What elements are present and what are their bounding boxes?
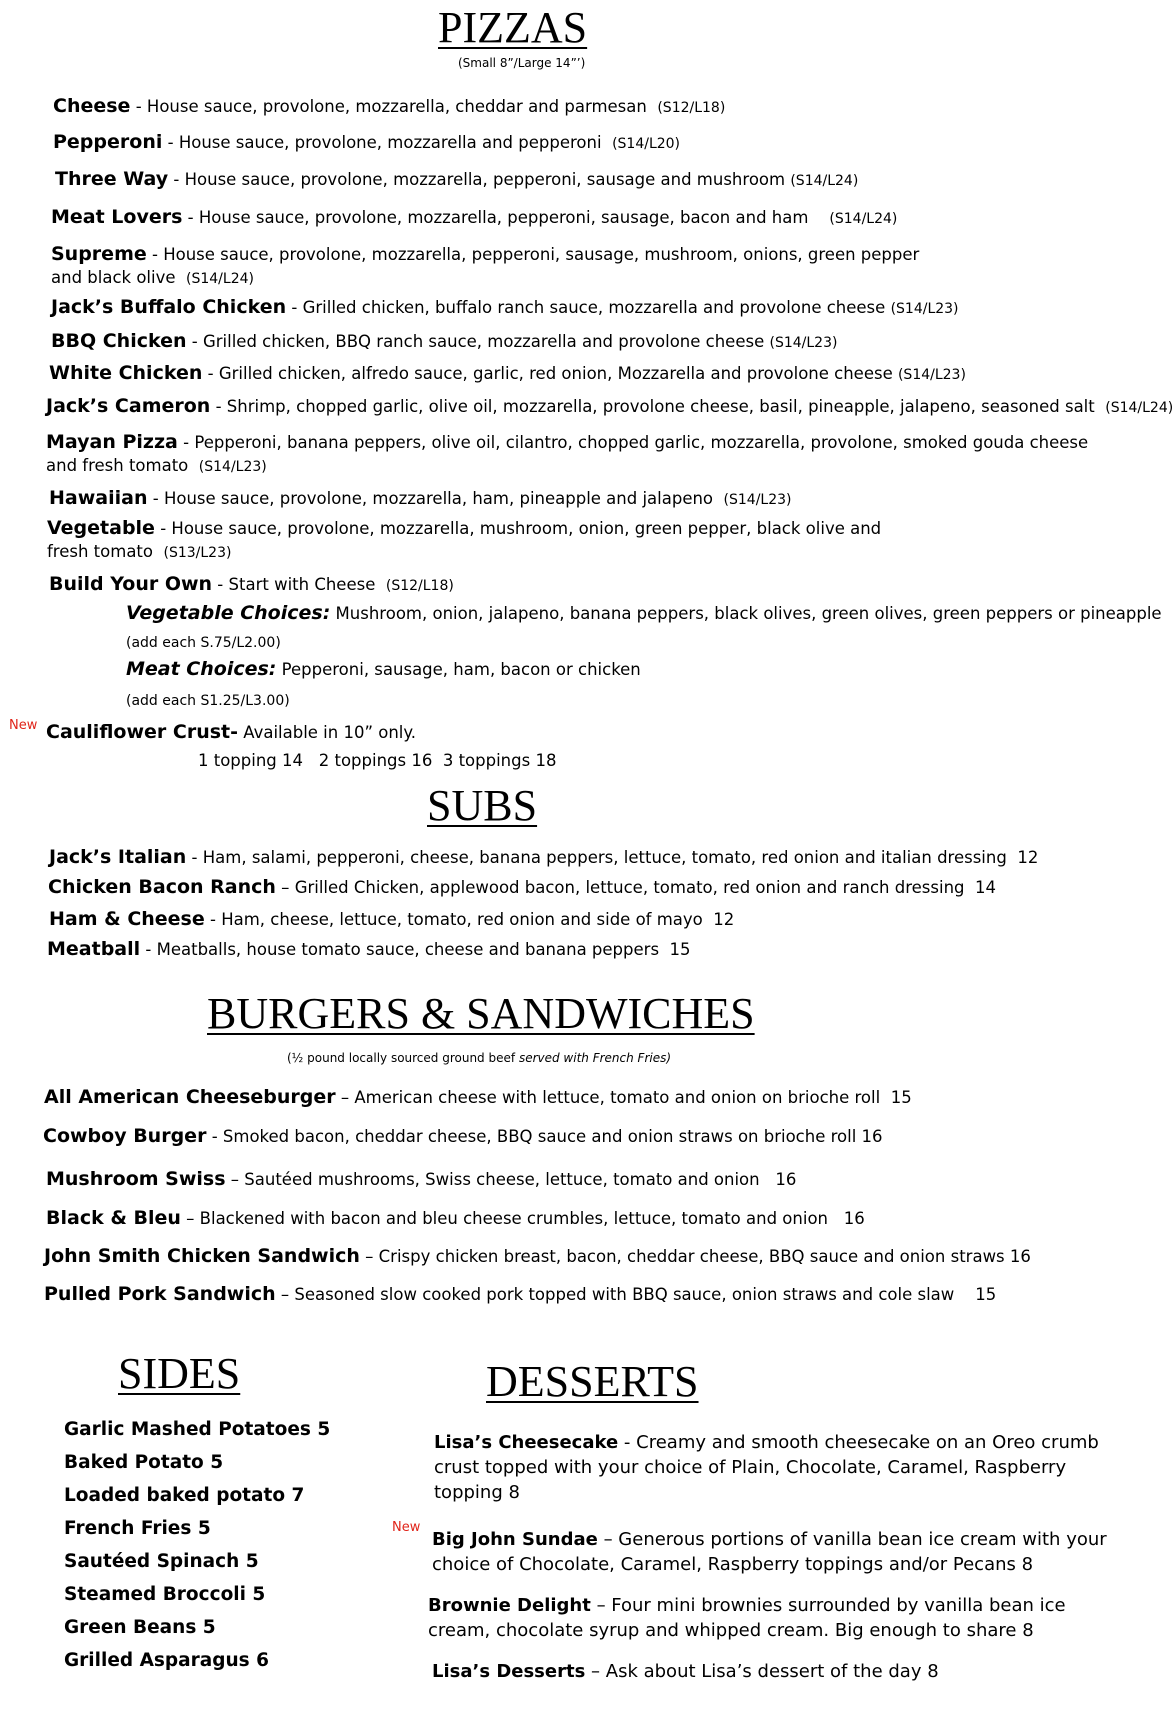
sides-heading: SIDES <box>118 1349 241 1398</box>
side-name: Sautéed Spinach <box>64 1551 240 1572</box>
menu-item <box>48 876 996 899</box>
item-sep: – <box>275 1285 295 1304</box>
menu-item <box>51 296 959 321</box>
item-price: 16 <box>861 1127 883 1146</box>
menu-item <box>53 95 725 120</box>
pizzas-heading: PIZZAS <box>438 3 588 52</box>
item-sep: – <box>275 878 295 897</box>
item-price: (S14/L20) <box>612 136 681 152</box>
item-sep: – <box>180 1209 200 1228</box>
menu-item <box>49 362 966 387</box>
menu-item <box>51 206 897 231</box>
item-desc: Creamy and smooth cheesecake on an Oreo crumb crust topped with your choice of Plain, Chocolate, Caramel, Raspberry topping <box>434 1432 1099 1503</box>
item-name: Supreme <box>51 243 147 265</box>
side-name: Loaded baked potato <box>64 1485 286 1506</box>
item-desc: Ask about Lisa’s dessert of the day <box>605 1661 922 1682</box>
item-desc: Smoked bacon, cheddar cheese, BBQ sauce and onion straws on brioche roll <box>222 1127 857 1146</box>
item-name: Cheese <box>53 95 131 117</box>
item-price: 15 <box>890 1088 912 1107</box>
item-name: Mushroom Swiss <box>46 1168 226 1190</box>
desserts-heading: DESSERTS <box>486 1357 699 1406</box>
vegetable-choices <box>126 602 1162 625</box>
item-desc: American cheese with lettuce, tomato and onion on brioche roll <box>354 1088 881 1107</box>
menu-item <box>49 908 734 931</box>
menu-item <box>47 517 917 565</box>
item-price: (S14/L23) <box>769 335 838 351</box>
item-sep: - <box>186 848 203 867</box>
cauliflower-prices: 1 topping 14 2 toppings 16 3 toppings 18 <box>198 751 557 770</box>
item-price: 12 <box>1017 848 1039 867</box>
item-desc: Crispy chicken breast, bacon, cheddar cheese, BBQ sauce and onion straws <box>378 1247 1005 1266</box>
side-item <box>64 1419 330 1440</box>
side-name: Steamed Broccoli <box>64 1584 246 1605</box>
menu-item <box>46 395 1173 420</box>
menu-item <box>53 131 680 156</box>
side-item <box>64 1650 269 1671</box>
item-name: Jack’s Italian <box>49 846 187 868</box>
item-sep: - <box>146 245 164 264</box>
menu-item <box>46 1207 865 1230</box>
burgers-heading: BURGERS & SANDWICHES <box>207 989 755 1038</box>
item-desc: Generous portions of vanilla bean ice cream with your choice of Chocolate, Caramel, Raspberry toppings and/or Pecans <box>432 1529 1107 1575</box>
item-sep: - <box>147 489 164 508</box>
item-name: Chicken Bacon Ranch <box>48 876 276 898</box>
side-price: 6 <box>256 1650 269 1671</box>
item-sep: - <box>177 433 195 452</box>
burgers-note-italic: served with French Fries) <box>518 1051 672 1065</box>
side-price: 5 <box>210 1452 224 1473</box>
dessert-item <box>432 1659 1112 1684</box>
side-price: 5 <box>197 1518 211 1539</box>
item-price: (S14/L24) <box>790 173 859 189</box>
side-item <box>64 1485 304 1506</box>
item-price: (S12/L18) <box>385 578 454 594</box>
item-name: Vegetable <box>47 517 155 539</box>
dessert-item <box>428 1593 1088 1643</box>
item-price: 8 <box>1021 1554 1034 1575</box>
meat-price-text: (add each S1.25/L3.00) <box>126 693 290 709</box>
item-sep: - <box>204 910 222 929</box>
meat-choices-desc: Pepperoni, sausage, ham, bacon or chicken <box>276 660 641 679</box>
item-desc: Available in 10” only. <box>238 723 417 742</box>
item-desc: Four mini brownies surrounded by vanilla bean ice cream, chocolate syrup and whipped cream. Big enough to share <box>428 1595 1066 1641</box>
item-desc: House sauce, provolone, mozzarella, pepperoni, sausage and mushroom <box>184 170 786 189</box>
side-name: French Fries <box>64 1518 192 1539</box>
item-price: (S14/L23) <box>890 301 959 317</box>
menu-item <box>47 938 691 961</box>
side-item <box>64 1518 211 1539</box>
dessert-item <box>434 1430 1114 1505</box>
item-desc: House sauce, provolone, mozzarella, mushroom, onion, green pepper, black olive and fresh tomato <box>47 519 882 561</box>
item-name: Black & Bleu <box>46 1207 181 1229</box>
item-sep: – <box>335 1088 355 1107</box>
menu-item <box>43 1125 883 1148</box>
item-name: John Smith Chicken Sandwich <box>44 1245 360 1267</box>
item-price: (S14/L23) <box>198 459 267 475</box>
side-name: Baked Potato <box>64 1452 204 1473</box>
item-name: Jack’s Buffalo Chicken <box>51 296 287 318</box>
item-name: Cowboy Burger <box>43 1125 207 1147</box>
dessert-item <box>432 1527 1112 1577</box>
item-desc: House sauce, provolone, mozzarella and pepperoni <box>178 133 602 152</box>
item-name: Mayan Pizza <box>46 431 178 453</box>
item-price: 15 <box>669 940 691 959</box>
meat-choices-label: Meat Choices: <box>126 658 277 680</box>
item-desc: Meatballs, house tomato sauce, cheese and banana peppers <box>156 940 660 959</box>
item-name: Pepperoni <box>53 131 163 153</box>
item-desc: Ham, cheese, lettuce, tomato, red onion and side of mayo <box>221 910 703 929</box>
menu-item <box>44 1086 912 1109</box>
item-desc: House sauce, provolone, mozzarella, cheddar and parmesan <box>146 97 647 116</box>
item-desc: Ham, salami, pepperoni, cheese, banana peppers, lettuce, tomato, red onion and italian dressing <box>202 848 1007 867</box>
menu-item <box>51 330 837 355</box>
menu-item <box>49 487 792 512</box>
side-price: 7 <box>291 1485 305 1506</box>
item-price: 8 <box>508 1482 520 1503</box>
item-desc: Blackened with bacon and bleu cheese crumbles, lettuce, tomato and onion <box>199 1209 828 1228</box>
side-price: 5 <box>202 1617 216 1638</box>
item-desc: Start with Cheese <box>228 575 376 594</box>
item-name: BBQ Chicken <box>51 330 187 352</box>
pizzas-size-note: (Small 8”/Large 14”’) <box>458 56 586 70</box>
item-sep: - <box>202 364 219 383</box>
side-item <box>64 1617 216 1638</box>
item-name: Jack’s Cameron <box>46 395 211 417</box>
item-sep: - <box>130 97 147 116</box>
item-desc: House sauce, provolone, mozzarella, pepperoni, sausage, mushroom, onions, green pepper and black olive <box>51 245 920 287</box>
menu-item <box>49 573 454 598</box>
item-desc: Grilled chicken, alfredo sauce, garlic, red onion, Mozzarella and provolone cheese <box>218 364 893 383</box>
item-desc: House sauce, provolone, mozzarella, pepperoni, sausage, bacon and ham <box>198 208 809 227</box>
new-badge: New <box>392 1520 421 1535</box>
item-sep: - <box>182 208 199 227</box>
item-sep: - <box>168 170 185 189</box>
item-name: Build Your Own <box>49 573 213 595</box>
item-desc: Grilled chicken, BBQ ranch sauce, mozzarella and provolone cheese <box>202 332 765 351</box>
item-name: Meat Lovers <box>51 206 183 228</box>
item-sep: – <box>597 1529 619 1550</box>
vegetable-choices-desc: Mushroom, onion, jalapeno, banana peppers, black olives, green olives, green peppers or pineapple <box>330 604 1162 623</box>
item-price: 12 <box>713 910 735 929</box>
item-price: 16 <box>1009 1247 1031 1266</box>
item-desc: Sautéed mushrooms, Swiss cheese, lettuce, tomato and onion <box>244 1170 760 1189</box>
item-price: 8 <box>927 1661 939 1682</box>
side-item <box>64 1551 259 1572</box>
item-sep: – <box>590 1595 612 1616</box>
item-price: 16 <box>843 1209 865 1228</box>
item-name: Ham & Cheese <box>49 908 205 930</box>
side-price: 5 <box>317 1419 331 1440</box>
meat-choices-price <box>126 688 290 713</box>
item-name: Lisa’s Desserts <box>432 1661 586 1682</box>
menu-item <box>46 431 1116 479</box>
item-price: 16 <box>775 1170 797 1189</box>
vegetable-choices-label: Vegetable Choices: <box>126 602 331 624</box>
burgers-note-text: (½ pound locally sourced ground beef <box>287 1051 516 1065</box>
item-price: (S14/L23) <box>897 367 966 383</box>
menu-item <box>44 1283 996 1306</box>
item-sep: – <box>359 1247 379 1266</box>
item-desc: Shrimp, chopped garlic, olive oil, mozzarella, provolone cheese, basil, pineapple, jalapeno, seasoned salt <box>226 397 1095 416</box>
item-desc: House sauce, provolone, mozzarella, ham, pineapple and jalapeno <box>163 489 714 508</box>
vegetable-choices-price <box>126 630 281 655</box>
item-sep: - <box>162 133 179 152</box>
item-sep: - <box>154 519 172 538</box>
item-sep: - <box>210 397 227 416</box>
vegetable-price-text: (add each S.75/L2.00) <box>126 635 281 651</box>
menu-item <box>44 1245 1031 1268</box>
item-sep: - <box>212 575 229 594</box>
item-sep: - <box>618 1432 637 1453</box>
item-desc: Grilled Chicken, applewood bacon, lettuce, tomato, red onion and ranch dressing <box>294 878 965 897</box>
item-sep: - <box>206 1127 223 1146</box>
item-price: (S13/L23) <box>163 545 232 561</box>
side-price: 5 <box>252 1584 266 1605</box>
menu-item-cauliflower <box>46 721 416 744</box>
item-price: (S14/L24) <box>1105 400 1173 416</box>
item-desc: Grilled chicken, buffalo ranch sauce, mozzarella and provolone cheese <box>302 298 886 317</box>
item-price: (S14/L23) <box>723 492 792 508</box>
item-name: White Chicken <box>49 362 203 384</box>
item-name: All American Cheeseburger <box>44 1086 336 1108</box>
item-price: (S14/L24) <box>186 271 254 287</box>
menu-item <box>55 168 858 193</box>
burgers-note <box>287 1051 671 1065</box>
meat-choices <box>126 658 641 681</box>
item-name: Meatball <box>47 938 141 960</box>
side-item <box>64 1584 265 1605</box>
item-name: Three Way <box>55 168 169 190</box>
item-price: 14 <box>975 878 997 897</box>
menu-item <box>46 1168 796 1191</box>
side-price: 5 <box>245 1551 259 1572</box>
side-name: Garlic Mashed Potatoes <box>64 1419 311 1440</box>
new-badge: New <box>9 718 38 733</box>
item-name: Pulled Pork Sandwich <box>44 1283 276 1305</box>
item-price: (S12/L18) <box>657 100 726 116</box>
item-desc: Pepperoni, banana peppers, olive oil, cilantro, chopped garlic, mozzarella, provolone, smoked gouda cheese and fresh tomato <box>46 433 1089 475</box>
item-desc: Seasoned slow cooked pork topped with BBQ sauce, onion straws and cole slaw <box>294 1285 955 1304</box>
item-sep: - <box>140 940 157 959</box>
item-name: Cauliflower Crust- <box>46 721 238 743</box>
item-name: Lisa’s Cheesecake <box>434 1432 619 1453</box>
item-name: Big John Sundae <box>432 1529 598 1550</box>
item-price: (S14/L24) <box>829 211 898 227</box>
side-item <box>64 1452 223 1473</box>
item-sep: - <box>286 298 303 317</box>
item-sep: – <box>585 1661 606 1682</box>
item-sep: – <box>225 1170 245 1189</box>
item-sep: - <box>186 332 203 351</box>
item-name: Brownie Delight <box>428 1595 591 1616</box>
subs-heading: SUBS <box>427 781 538 830</box>
menu-item <box>49 846 1038 869</box>
item-price: 8 <box>1022 1620 1034 1641</box>
menu-item <box>51 243 931 291</box>
side-name: Grilled Asparagus <box>64 1650 250 1671</box>
side-name: Green Beans <box>64 1617 197 1638</box>
item-name: Hawaiian <box>49 487 148 509</box>
item-price: 15 <box>975 1285 997 1304</box>
